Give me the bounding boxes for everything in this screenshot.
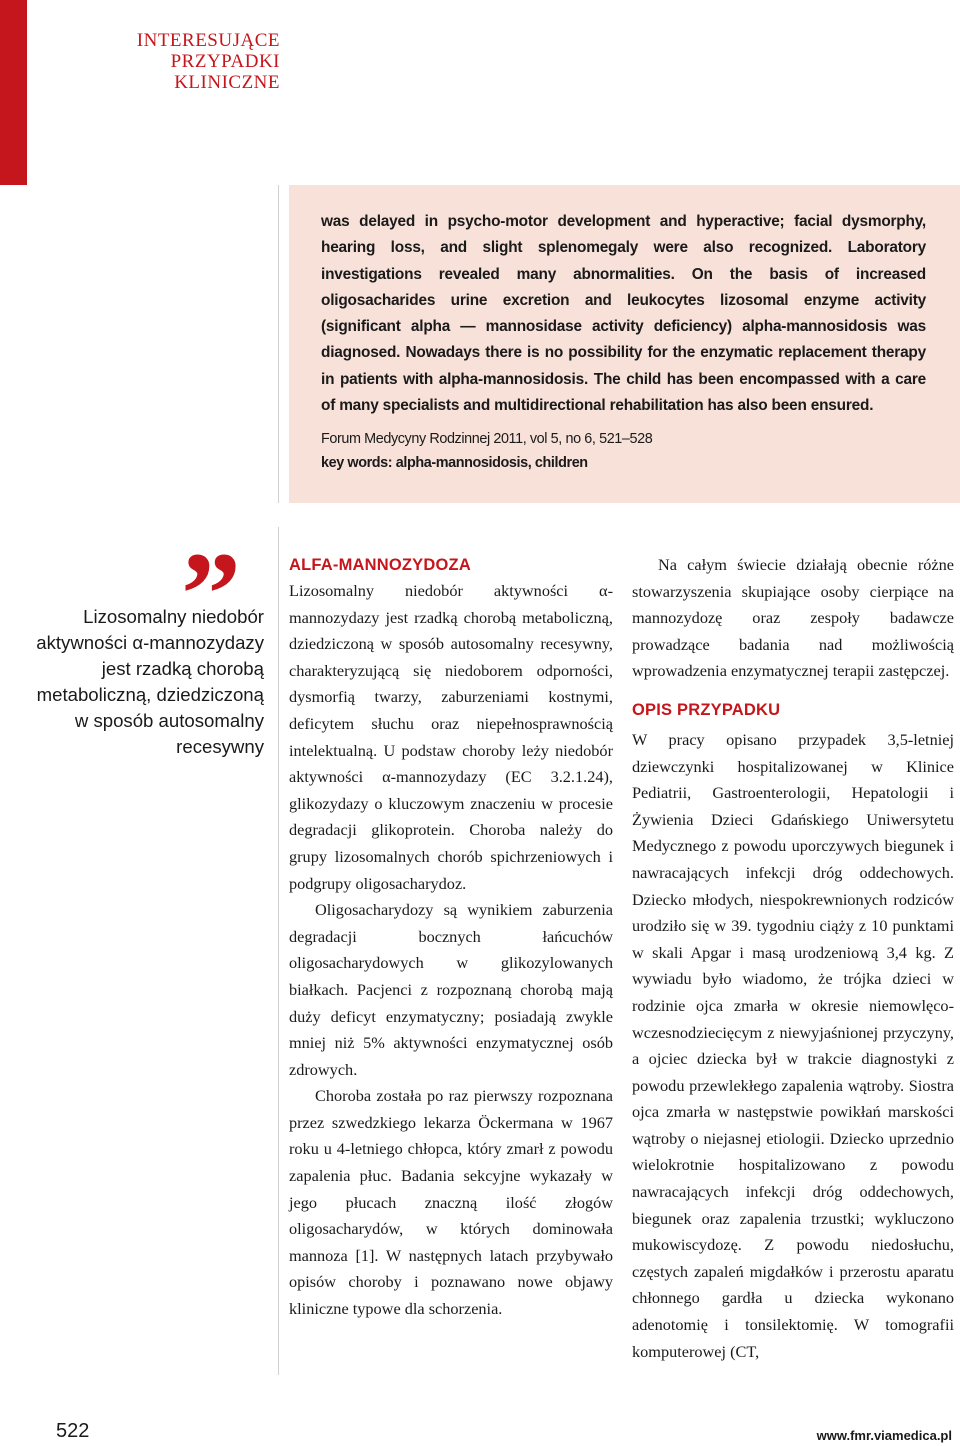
body-paragraph: Na całym świecie działają obecnie różne stowarzyszenia skupiające osoby cierpiące na mannozydozę oraz zespoły badawcze prowadzące badania nad możliwością wprowadzenia enzymatycznej terapii zastępczej. bbox=[632, 555, 954, 681]
abstract-box bbox=[289, 185, 960, 503]
abstract-text: was delayed in psycho-motor development and hyperactive; facial dysmorphy, hearing loss, and slight splenomegaly were also recognized. Laboratory investigations revealed many abnormalities. On the basis of increased oligosacharides urine excretion and leukocytes lizosomal enzyme activity (significant alpha — mannosidase activity deficiency) alpha-mannosidosis was diagnosed. Nowadays there is no possibility for the enzymatic replacement therapy in patients with alpha-mannosidosis. The child has been encompassed with a care of many specialists and multidirectional rehabilitation has also been ensured. bbox=[321, 213, 926, 415]
body-column-2 bbox=[632, 552, 954, 1365]
margin-divider-bottom bbox=[278, 527, 279, 1375]
keywords: key words: alpha-mannosidosis, children bbox=[321, 455, 588, 472]
body-column-1 bbox=[289, 552, 613, 1323]
section-label bbox=[112, 30, 280, 93]
pullquote: Lizosomalny niedobór aktywności α-mannozydazy jest rzadką chorobą metaboliczną, dziedziczoną w sposób autosomalny recesywny bbox=[36, 606, 264, 757]
margin-divider-top bbox=[278, 185, 279, 503]
quote-marks-icon: ” bbox=[181, 527, 233, 660]
citation: Forum Medycyny Rodzinnej 2011, vol 5, no 6, 521–528 bbox=[321, 431, 653, 448]
page-number: 522 bbox=[56, 1420, 90, 1442]
journal-url: www.fmr.viamedica.pl bbox=[816, 1428, 952, 1443]
body-paragraph: W pracy opisano przypadek 3,5-letniej dziewczynki hospitalizowanej w Klinice Pediatrii, Gastroenterologii, Hepatologii i Żywienia Dzieci Gdańskiego Uniwersytetu Medycznego z powodu uporczywych biegunek i nawracających infekcji dróg oddechowych. Dziecko młodych, niespokrewnionych rodziców urodziło się w 39. tygodniu ciąży z 10 punktami w skali Apgar i masą urodzeniową 3,4 kg. Z wywiadu było wiadomo, że trójka dzieci w rodzinie ojca zmarła w okresie niemowlęco-wczesnodziecięcym z niewyjaśnionej przyczyny, a ojciec dziecka był w trakcie diagnostyki z powodu przewlekłego zapalenia wątroby. Siostra ojca zmarła w następstwie powikłań marskości wątroby o niejasnej etiologii. Dziecko uprzednio wielokrotnie hospitalizowano z powodu nawracających infekcji dróg oddechowych, biegunek oraz zapalenia trzustki; wykluczono mukowiscydozę. Z powodu niedosłuchu, częstych zapaleń migdałków i przerostu aparatu chłonnego gardła u dziecka wykonano adenotomię i tonsilektomię. W tomografii komputerowej (CT, bbox=[632, 729, 954, 1361]
body-paragraph: Lizosomalny niedobór aktywności α-mannozydazy jest rzadką chorobą metaboliczną, dziedziczoną w sposób autosomalny recesywny, charakteryzującą się niedoborem odporności, dysmorfią twarzy, zaburzeniami kostnymi, deficytem słuchu oraz niepełnosprawnością intelektualną. U podstaw choroby leży niedobór aktywności α-mannozydazy (EC 3.2.1.24), glikozydazy o kluczowym znaczeniu w procesie degradacji glikoprotein. Choroba należy do grupy lizosomalnych chorób spichrzeniowych i podgrupy oligosacharydoz. bbox=[289, 581, 613, 893]
section-label-line-3: KLINICZNE bbox=[174, 72, 280, 93]
body-paragraph: Choroba została po raz pierwszy rozpoznana przez szwedzkiego lekarza Öckermana w 1967 roku u 4-letniego chłopca, który zmarł z powodu zapalenia płuc. Badania sekcyjne wykazały w jego płucach znaczną ilość złogów oligosacharydów, w których dominowała mannoza [1]. W następnych latach przybywało opisów choroby i poznawano nowe objawy kliniczne typowe dla schorzenia. bbox=[289, 1086, 613, 1319]
section-label-line-2: PRZYPADKI bbox=[170, 51, 280, 72]
section-label-line-1: INTERESUJĄCE bbox=[136, 30, 280, 51]
section-color-bar bbox=[0, 0, 27, 185]
heading-alfa-mannozydoza: ALFA-MANNOZYDOZA bbox=[289, 556, 471, 574]
body-paragraph: Oligosacharydozy są wynikiem zaburzenia degradacji bocznych łańcuchów oligosacharydowych w glikozylowanych białkach. Pacjenci z rozpoznaną chorobą mają duży deficyt enzymatyczny; posiadają zwykle mniej niż 5% aktywności enzymatycznej osób zdrowych. bbox=[289, 900, 613, 1079]
heading-opis-przypadku: OPIS PRZYPADKU bbox=[632, 700, 781, 719]
